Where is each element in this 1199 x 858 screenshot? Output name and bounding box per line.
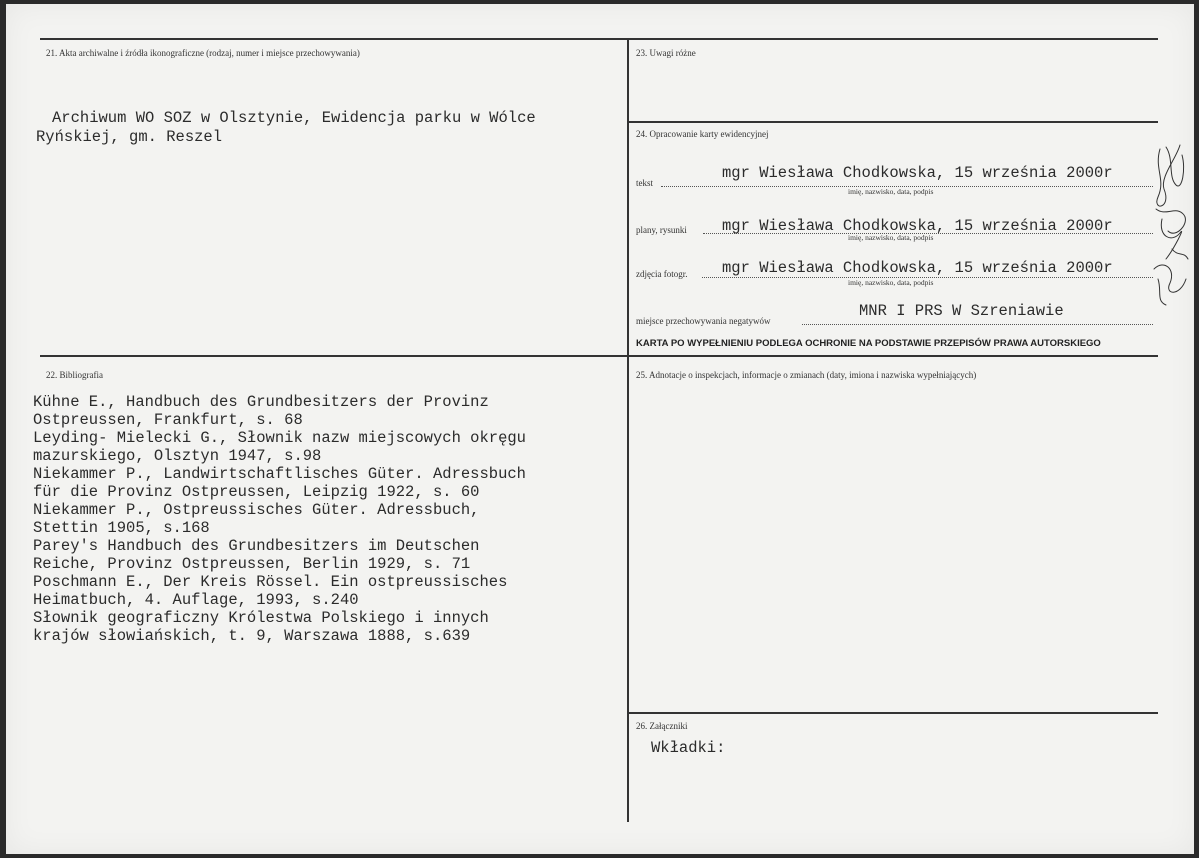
bibliography-line: Stettin 1905, s.168 xyxy=(33,519,210,537)
section-26-label: 26. Załączniki xyxy=(636,721,688,731)
bibliography-line: Heimatbuch, 4. Auflage, 1993, s.240 xyxy=(33,591,359,609)
middle-border xyxy=(40,355,1158,357)
bibliography-line: Słownik geograficzny Królestwa Polskiego i innych xyxy=(33,609,489,627)
handwritten-signature xyxy=(1146,119,1194,309)
negatives-label: miejsce przechowywania negatywów xyxy=(636,316,771,326)
bibliography-line: Parey's Handbuch des Grundbesitzers im Deutschen xyxy=(33,537,480,555)
bibliography-line: für die Provinz Ostpreussen, Leipzig 1922, s. 60 xyxy=(33,483,480,501)
section-26-value: Wkładki: xyxy=(651,739,726,757)
copyright-note: KARTA PO WYPEŁNIENIU PODLEGA OCHRONIE NA PODSTAWIE PRZEPISÓW PRAWA AUTORSKIEGO xyxy=(636,338,1101,349)
record-card xyxy=(6,4,1194,854)
section-22-label: 22. Bibliografia xyxy=(46,370,103,380)
row-plany-sublabel: imię, nazwisko, data, podpis xyxy=(848,233,934,242)
bibliography-line: Ostpreussen, Frankfurt, s. 68 xyxy=(33,411,303,429)
section-21-line-2: Ryńskiej, gm. Reszel xyxy=(36,128,223,146)
row-zdjecia-label: zdjęcia fotogr. xyxy=(636,269,688,279)
row-tekst-label: tekst xyxy=(636,178,653,188)
bibliography-line: Kühne E., Handbuch des Grundbesitzers der Provinz xyxy=(33,393,489,411)
row-plany-value: mgr Wiesława Chodkowska, 15 września 2000r xyxy=(722,217,1113,235)
section-21-label: 21. Akta archiwalne i źródła ikonograficzne (rodzaj, numer i miejsce przechowywania) xyxy=(46,48,360,58)
row-zdjecia-sublabel: imię, nazwisko, data, podpis xyxy=(848,278,934,287)
section-24-label: 24. Opracowanie karty ewidencyjnej xyxy=(636,129,769,139)
bibliography-line: Reiche, Provinz Ostpreussen, Berlin 1929, s. 71 xyxy=(33,555,471,573)
section-25-label: 25. Adnotacje o inspekcjach, informacje o zmianach (daty, imiona i nazwiska wypełniających) xyxy=(636,370,977,380)
bibliography-line: Leyding- Mielecki G., Słownik nazw miejscowych okręgu xyxy=(33,429,526,447)
row-tekst-value: mgr Wiesława Chodkowska, 15 września 2000r xyxy=(722,164,1113,182)
row-tekst-sublabel: imię, nazwisko, data, podpis xyxy=(848,187,934,196)
row-zdjecia-value: mgr Wiesława Chodkowska, 15 września 2000r xyxy=(722,259,1113,277)
section-21-line-1: Archiwum WO SOZ w Olsztynie, Ewidencja parku w Wólce xyxy=(52,109,536,127)
column-divider xyxy=(627,38,629,822)
bibliography-line: krajów słowiańskich, t. 9, Warszawa 1888, s.639 xyxy=(33,627,471,645)
bibliography-line: Niekammer P., Landwirtschaftlisches Güter. Adressbuch xyxy=(33,465,526,483)
bibliography-line: Poschmann E., Der Kreis Rössel. Ein ostpreussisches xyxy=(33,573,508,591)
bibliography-line: Niekammer P., Ostpreussisches Güter. Adressbuch, xyxy=(33,501,480,519)
row-plany-label: plany, rysunki xyxy=(636,225,687,235)
negatives-value: MNR I PRS W Szreniawie xyxy=(859,302,1064,320)
section-23-label: 23. Uwagi różne xyxy=(636,48,696,58)
s23-s24-divider xyxy=(628,121,1158,123)
s25-s26-divider xyxy=(628,712,1158,714)
bibliography-line: mazurskiego, Olsztyn 1947, s.98 xyxy=(33,447,322,465)
top-border xyxy=(40,38,1158,40)
